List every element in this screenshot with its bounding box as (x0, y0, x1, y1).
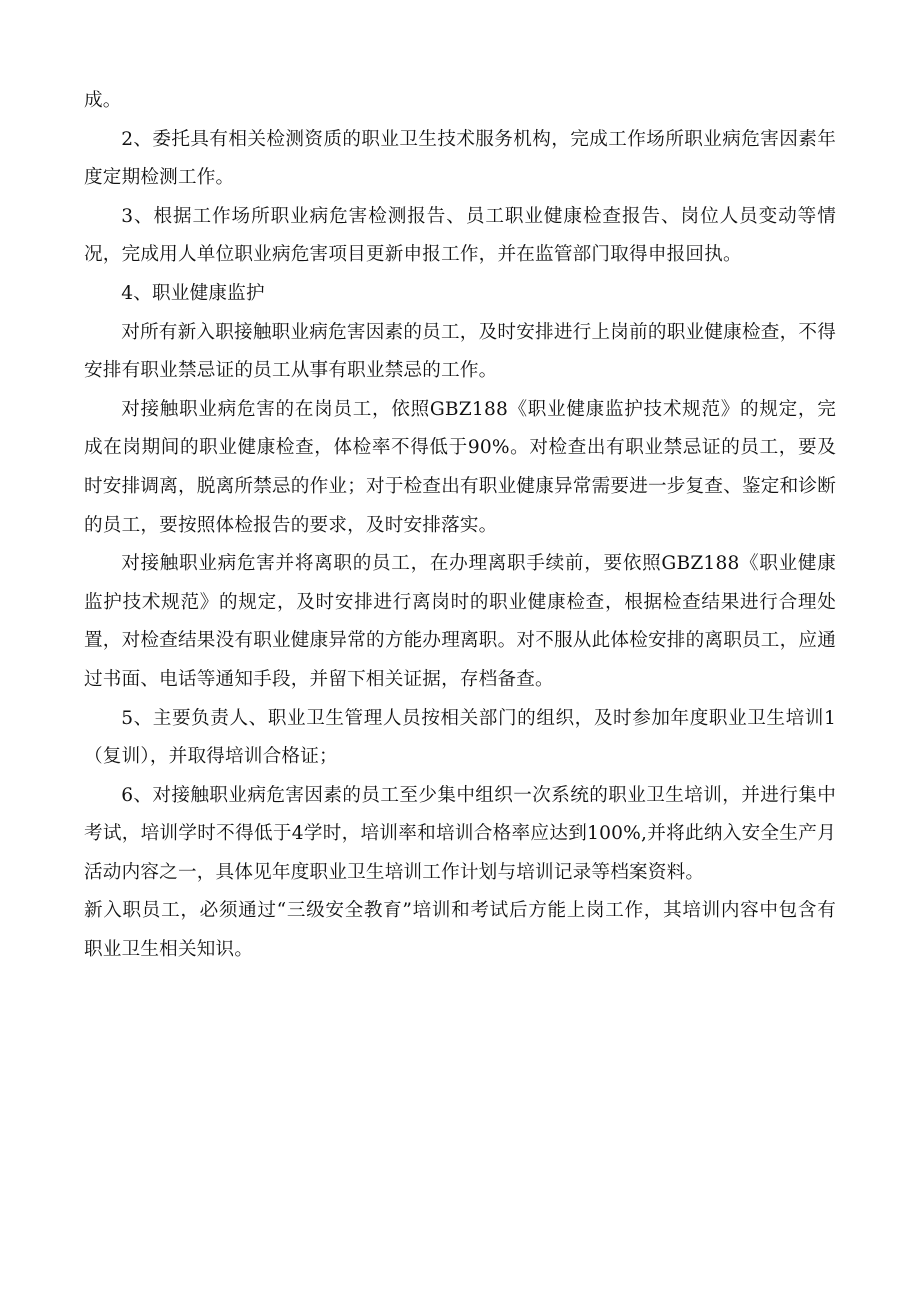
paragraph-item-4-heading: 4、职业健康监护 (121, 282, 265, 304)
paragraph-departure-check: 对接触职业病危害并将离职的员工，在办理离职手续前，要依照GBZ188《职业健康监护技术规范》的规定，及时安排进行离岗时的职业健康检查，根据检查结果进行合理处置，对检查结果没有职业健康异常的方能办理离职。对不服从此体检安排的离职员工，应通过书面、电话等通知手段，并留下相关证据，存档备查。 (84, 553, 836, 690)
paragraph-on-duty-check: 对接触职业病危害的在岗员工，依照GBZ188《职业健康监护技术规范》的规定，完成在岗期间的职业健康检查，体检率不得低于90%。对检查出有职业禁忌证的员工，要及时安排调离，脱离所禁忌的作业；对于检查出有职业健康异常需要进一步复查、鉴定和诊断的员工，要按照体检报告的要求，及时安排落实。 (84, 398, 836, 536)
paragraph-item-6: 6、对接触职业病危害因素的员工至少集中组织一次系统的职业卫生培训，并进行集中考试，培训学时不得低于4学时，培训率和培训合格率应达到100%,并将此纳入安全生产月活动内容之一，具体见年度职业卫生培训工作计划与培训记录等档案资料。 (84, 784, 836, 883)
paragraph-new-employee-training: 新入职员工，必须通过“三级安全教育”培训和考试后方能上岗工作，其培训内容中包含有职业卫生相关知识。 (84, 900, 836, 961)
paragraph-continuation: 成。 (84, 90, 122, 111)
paragraph-item-3: 3、根据工作场所职业病危害检测报告、员工职业健康检查报告、岗位人员变动等情况，完成用人单位职业病危害项目更新申报工作，并在监管部门取得申报回执。 (84, 205, 836, 266)
paragraph-item-5: 5、主要负责人、职业卫生管理人员按相关部门的组织，及时参加年度职业卫生培训1（复训），并取得培训合格证； (84, 707, 836, 768)
paragraph-pre-employment-check: 对所有新入职接触职业病危害因素的员工，及时安排进行上岗前的职业健康检查，不得安排有职业禁忌证的员工从事有职业禁忌的工作。 (84, 321, 836, 382)
document-body (84, 82, 836, 970)
paragraph-item-2: 2、委托具有相关检测资质的职业卫生技术服务机构，完成工作场所职业病危害因素年度定期检测工作。 (84, 128, 836, 189)
